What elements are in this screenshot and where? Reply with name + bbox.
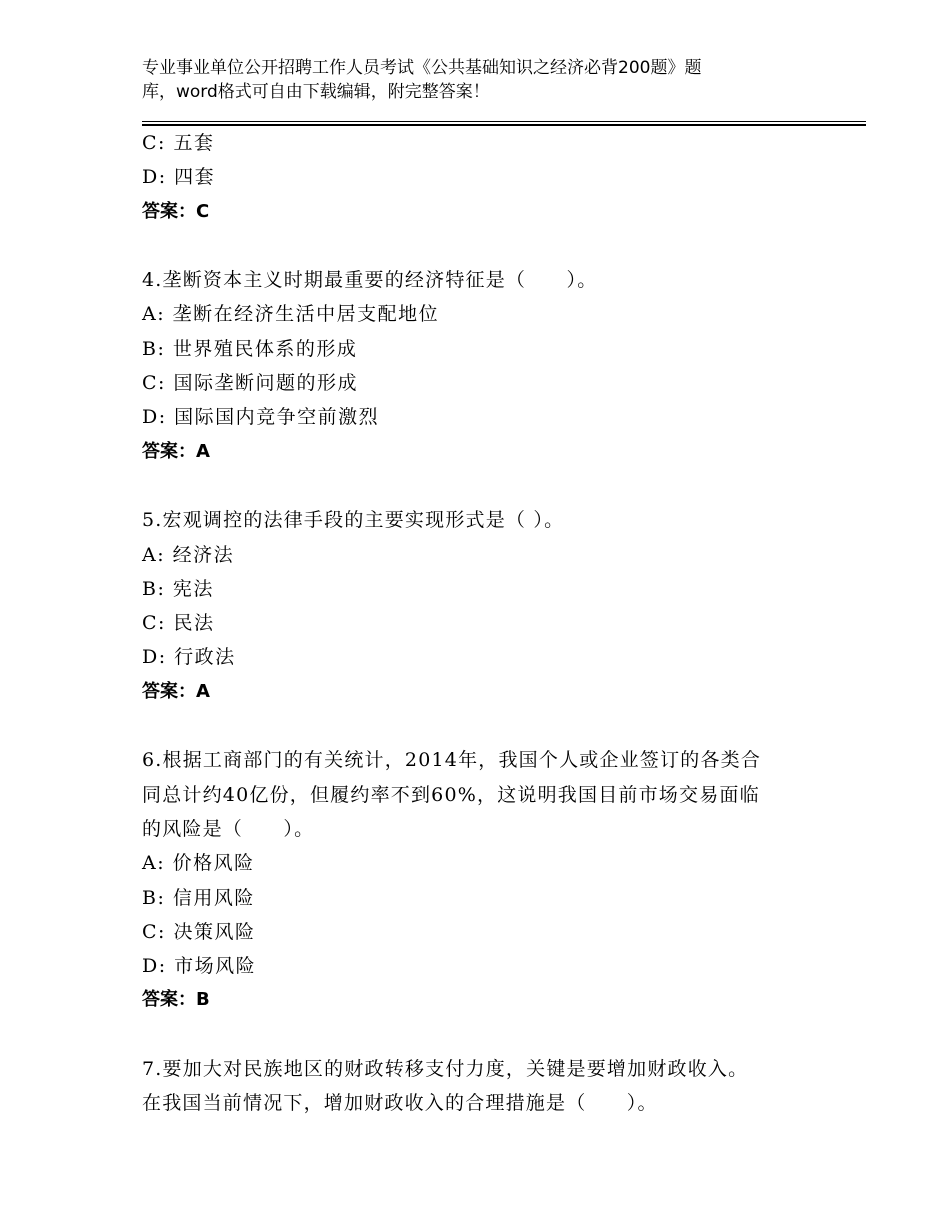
option-c: C: 国际垄断问题的形成 — [142, 372, 358, 395]
option-a: A: 价格风险 — [142, 852, 255, 875]
spacer — [142, 709, 822, 743]
answer: 答案：A — [142, 440, 210, 462]
question-list — [142, 126, 822, 1121]
option-b: B: 信用风险 — [142, 886, 255, 909]
question-4 — [142, 263, 822, 469]
spacer — [142, 1018, 822, 1052]
header-line-2: 库，word格式可自由下载编辑，附完整答案！ — [142, 82, 490, 102]
option-a: A: 垄断在经济生活中居支配地位 — [142, 303, 440, 326]
question-5 — [142, 503, 822, 709]
option-d: D: 市场风险 — [142, 955, 257, 978]
question-7 — [142, 1052, 822, 1121]
answer: 答案：A — [142, 680, 210, 702]
question-6 — [142, 743, 822, 1017]
header-line-1: 专业事业单位公开招聘工作人员考试《公共基础知识之经济必背200题》题 — [142, 58, 702, 78]
document-header — [142, 56, 862, 104]
question-stem: 5.宏观调控的法律手段的主要实现形式是（ ）。 — [142, 509, 565, 532]
question-stem: 4.垄断资本主义时期最重要的经济特征是（ ）。 — [142, 269, 598, 292]
question-stem-line-2: 在我国当前情况下，增加财政收入的合理措施是（ ）。 — [142, 1092, 658, 1115]
option-d: D: 四套 — [142, 166, 216, 189]
option-c: C: 五套 — [142, 132, 215, 154]
question-stem-line-3: 的风险是（ ）。 — [142, 817, 315, 840]
option-b: B: 世界殖民体系的形成 — [142, 337, 358, 360]
question-stem-line-1: 6.根据工商部门的有关统计，2014年，我国个人或企业签订的各类合 — [142, 749, 762, 772]
option-d: D: 行政法 — [142, 646, 236, 669]
answer: 答案：B — [142, 989, 210, 1011]
question-stem-line-1: 7.要加大对民族地区的财政转移支付力度，关键是要增加财政收入。 — [142, 1058, 749, 1081]
answer: 答案：C — [142, 200, 210, 222]
spacer — [142, 229, 822, 263]
question-stem-line-2: 同总计约40亿份，但履约率不到60%，这说明我国目前市场交易面临 — [142, 783, 760, 806]
option-c: C: 民法 — [142, 612, 215, 635]
question-3 — [142, 126, 822, 229]
spacer — [142, 469, 822, 503]
option-d: D: 国际国内竞争空前激烈 — [142, 406, 380, 429]
option-a: A: 经济法 — [142, 543, 235, 566]
option-c: C: 决策风险 — [142, 920, 256, 943]
option-b: B: 宪法 — [142, 577, 214, 600]
